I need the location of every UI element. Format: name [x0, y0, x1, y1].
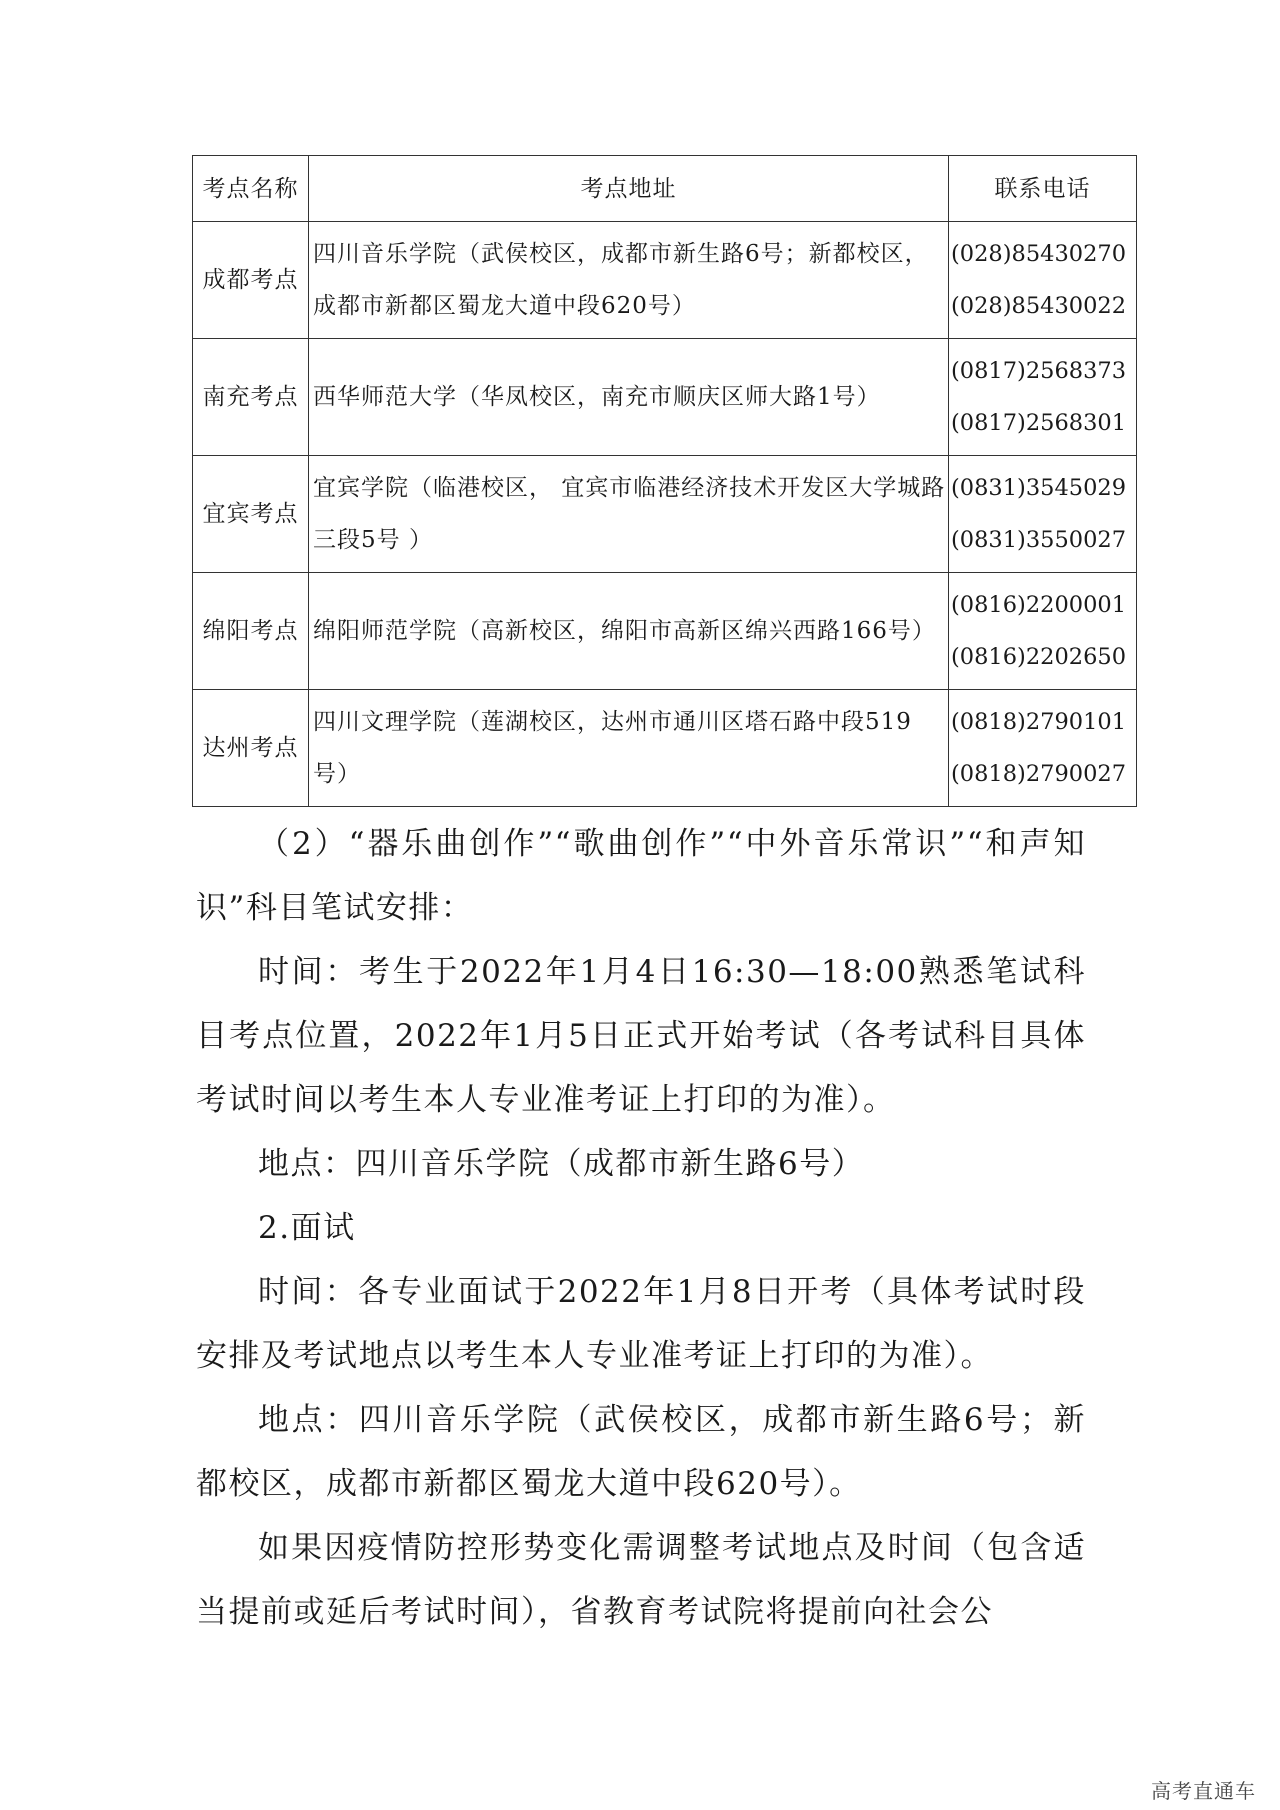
phone-number: (028)85430270 [951, 241, 1127, 267]
header-site-address: 考点地址 [309, 156, 949, 222]
table-row [193, 339, 1137, 456]
phone-number: (0831)3545029 [951, 475, 1127, 501]
paragraph-interview-heading: 2.面试 [258, 1210, 356, 1246]
table-header-row [193, 156, 1137, 222]
site-address-cell: 绵阳师范学院（高新校区，绵阳市高新区绵兴西路166号） [309, 573, 949, 690]
phone-number: (0816)2200001 [951, 592, 1127, 618]
site-name-cell: 成都考点 [193, 222, 309, 339]
site-address-cell: 四川文理学院（莲湖校区，达州市通川区塔石路中段519号） [309, 690, 949, 807]
phone-number: (0818)2790027 [951, 761, 1127, 787]
table-row [193, 690, 1137, 807]
paragraph-written-exam-location: 地点：四川音乐学院（成都市新生路6号） [258, 1146, 865, 1182]
site-phone-cell [949, 573, 1137, 690]
header-contact-phone: 联系电话 [949, 156, 1137, 222]
site-name-cell: 南充考点 [193, 339, 309, 456]
body-text [196, 812, 1086, 1644]
watermark: 高考直通车 [1151, 1779, 1256, 1803]
site-phone-cell [949, 222, 1137, 339]
header-site-name: 考点名称 [193, 156, 309, 222]
site-phone-cell [949, 690, 1137, 807]
site-address-cell: 宜宾学院（临港校区， 宜宾市临港经济技术开发区大学城路三段5号 ） [309, 456, 949, 573]
phone-number: (0817)2568301 [951, 410, 1127, 436]
phone-number: (0816)2202650 [951, 644, 1127, 670]
table-row [193, 456, 1137, 573]
paragraph-written-exam-time: 时间：考生于2022年1月4日16:30—18:00熟悉笔试科目考点位置，2022年1月5日正式开始考试（各考试科目具体考试时间以考生本人专业准考证上打印的为准）。 [196, 954, 1086, 1118]
paragraph-interview-time: 时间：各专业面试于2022年1月8日开考（具体考试时段安排及考试地点以考生本人专业准考证上打印的为准）。 [196, 1274, 1086, 1374]
site-address-cell: 四川音乐学院（武侯校区，成都市新生路6号；新都校区，成都市新都区蜀龙大道中段620号） [309, 222, 949, 339]
table-row [193, 573, 1137, 690]
site-name-cell: 绵阳考点 [193, 573, 309, 690]
phone-number: (0831)3550027 [951, 527, 1127, 553]
site-name-cell: 宜宾考点 [193, 456, 309, 573]
phone-number: (0818)2790101 [951, 709, 1127, 735]
paragraph-written-exam-heading: （2）“器乐曲创作”“歌曲创作”“中外音乐常识”“和声知识”科目笔试安排： [196, 826, 1086, 926]
phone-number: (0817)2568373 [951, 358, 1127, 384]
site-address-cell: 西华师范大学（华凤校区，南充市顺庆区师大路1号） [309, 339, 949, 456]
site-phone-cell [949, 456, 1137, 573]
site-name-cell: 达州考点 [193, 690, 309, 807]
phone-number: (028)85430022 [951, 293, 1127, 319]
table-row [193, 222, 1137, 339]
paragraph-interview-location: 地点：四川音乐学院（武侯校区，成都市新生路6号；新都校区，成都市新都区蜀龙大道中段620号）。 [196, 1402, 1086, 1502]
paragraph-epidemic-notice: 如果因疫情防控形势变化需调整考试地点及时间（包含适当提前或延后考试时间），省教育考试院将提前向社会公 [196, 1530, 1086, 1630]
site-phone-cell [949, 339, 1137, 456]
exam-site-table [192, 155, 1137, 807]
